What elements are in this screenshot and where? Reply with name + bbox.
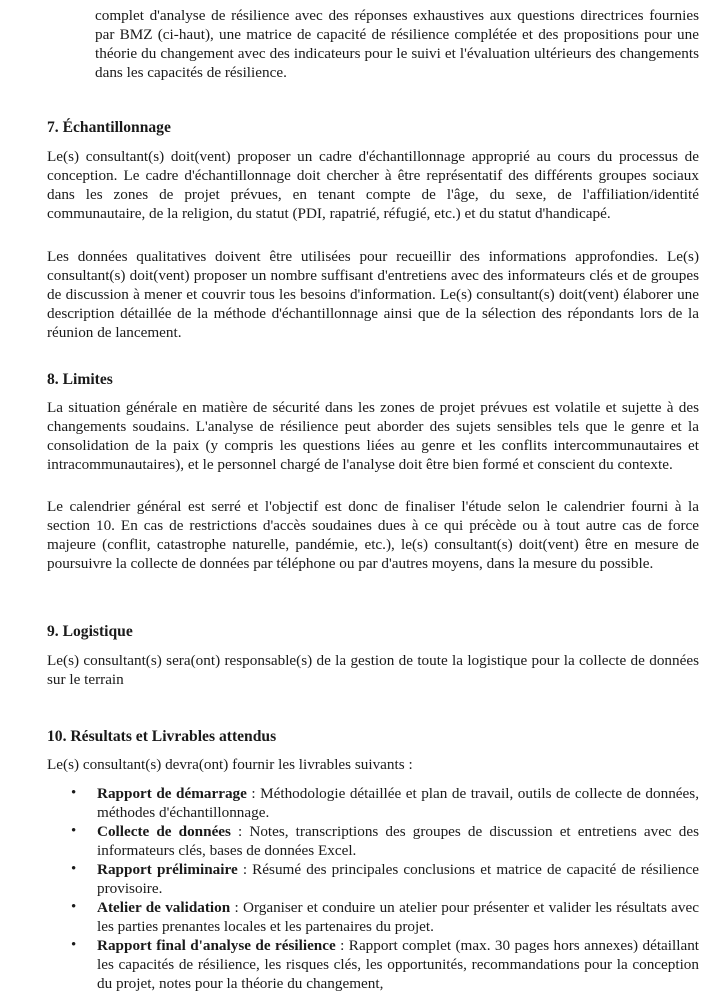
section-7-paragraph-2 xyxy=(47,247,699,342)
deliverable-term: Rapport final d'analyse de résilience xyxy=(97,937,336,954)
paragraph-text: Les données qualitatives doivent être utilisées pour recueillir des informations approfondies. Le(s) consultant(s) doit(vent) proposer un nombre suffisant d'entretiens avec des informateurs clés et de groupes de discussion à mener et couvrir tous les besoins d'information. Le(s) consultant(s) doit(vent) élaborer une description détaillée de la méthode d'échantillonnage ainsi que de la sélection des répondants lors de la réunion de lancement. xyxy=(47,248,699,341)
section-7-paragraph-1 xyxy=(47,147,699,223)
list-item xyxy=(47,936,699,993)
deliverable-term: Collecte de données xyxy=(97,823,231,840)
deliverable-term: Rapport préliminaire xyxy=(97,861,238,878)
deliverable-description: : Résumé des principales conclusions et matrice de capacité de résilience provisoire. xyxy=(97,861,699,897)
paragraph-text: Le(s) consultant(s) sera(ont) responsable(s) de la gestion de toute la logistique pour la collecte de données sur le terrain xyxy=(47,652,699,688)
list-item xyxy=(47,784,699,822)
bullet-icon: • xyxy=(71,823,77,839)
paragraph-text: Le calendrier général est serré et l'objectif est donc de finaliser l'étude selon le calendrier fourni à la section 10. En cas de restrictions d'accès soudaines dues à ce qui précède ou à tout autre cas de force majeure (conflit, catastrophe naturelle, pandémie, etc.), le(s) consultant(s) doit(vent) être en mesure de poursuivre la collecte de données par téléphone ou par d'autres moyens, dans la mesure du possible. xyxy=(47,498,699,572)
bullet-icon: • xyxy=(71,861,77,877)
deliverable-description: : Notes, transcriptions des groupes de discussion et entretiens avec des informateurs clés, bases de données Excel. xyxy=(97,823,699,859)
section-8-heading: 8. Limites xyxy=(47,371,113,388)
bullet-icon: • xyxy=(71,937,77,953)
deliverable-description: : Rapport complet (max. 30 pages hors annexes) détaillant les capacités de résilience, les risques clés, les opportunités, recommandations pour la conception du projet, notes pour la théorie du changement, xyxy=(97,937,700,992)
deliverable-description: : Organiser et conduire un atelier pour présenter et valider les résultats avec les parties prenantes locales et les partenaires du projet. xyxy=(97,899,699,935)
bullet-icon: • xyxy=(71,785,77,801)
bullet-icon: • xyxy=(71,899,77,915)
paragraph-text: complet d'analyse de résilience avec des réponses exhaustives aux questions directrices fournies par BMZ (ci-haut), une matrice de capacité de résilience complétée et des propositions pour une théorie du changement avec des indicateurs pour le suivi et l'évaluation ultérieurs des changements dans les capacités de résilience. xyxy=(95,7,699,81)
section-8-paragraph-2 xyxy=(47,497,699,573)
deliverables-list xyxy=(47,784,699,993)
section-10-heading: 10. Résultats et Livrables attendus xyxy=(47,728,277,745)
deliverable-term: Atelier de validation xyxy=(97,899,231,916)
list-item xyxy=(47,860,699,898)
list-item xyxy=(47,898,699,936)
intro-continuation-paragraph xyxy=(95,6,699,82)
section-8-paragraph-1 xyxy=(47,398,699,474)
deliverable-description: : Méthodologie détaillée et plan de travail, outils de collecte de données, méthodes d'échantillonnage. xyxy=(97,785,699,821)
section-9-paragraph-1 xyxy=(47,651,699,689)
section-10-intro xyxy=(47,755,699,774)
list-item xyxy=(47,822,699,860)
paragraph-text: Le(s) consultant(s) doit(vent) proposer un cadre d'échantillonnage approprié au cours du processus de conception. Le cadre d'échantillonnage doit chercher à être représentatif des différents groupes sociaux dans les zones de projet prévues, en tenant compte de l'âge, du sexe, de l'affiliation/identité communautaire, de la religion, du statut (PDI, rapatrié, réfugié, etc.) et du statut d'handicapé. xyxy=(47,148,699,222)
paragraph-text: La situation générale en matière de sécurité dans les zones de projet prévues est volatile et sujette à des changements soudains. L'analyse de résilience peut aborder des sujets sensibles tels que le genre et la consolidation de la paix (y compris les questions liées au genre et les conflits intercommunautaires et intracommunautaires), et le personnel chargé de l'analyse doit être bien formé et conscient du contexte. xyxy=(47,399,699,473)
paragraph-text: Le(s) consultant(s) devra(ont) fournir les livrables suivants : xyxy=(47,756,413,773)
section-9-heading: 9. Logistique xyxy=(47,623,133,640)
deliverable-term: Rapport de démarrage xyxy=(97,785,247,802)
section-7-heading: 7. Échantillonnage xyxy=(47,119,171,136)
